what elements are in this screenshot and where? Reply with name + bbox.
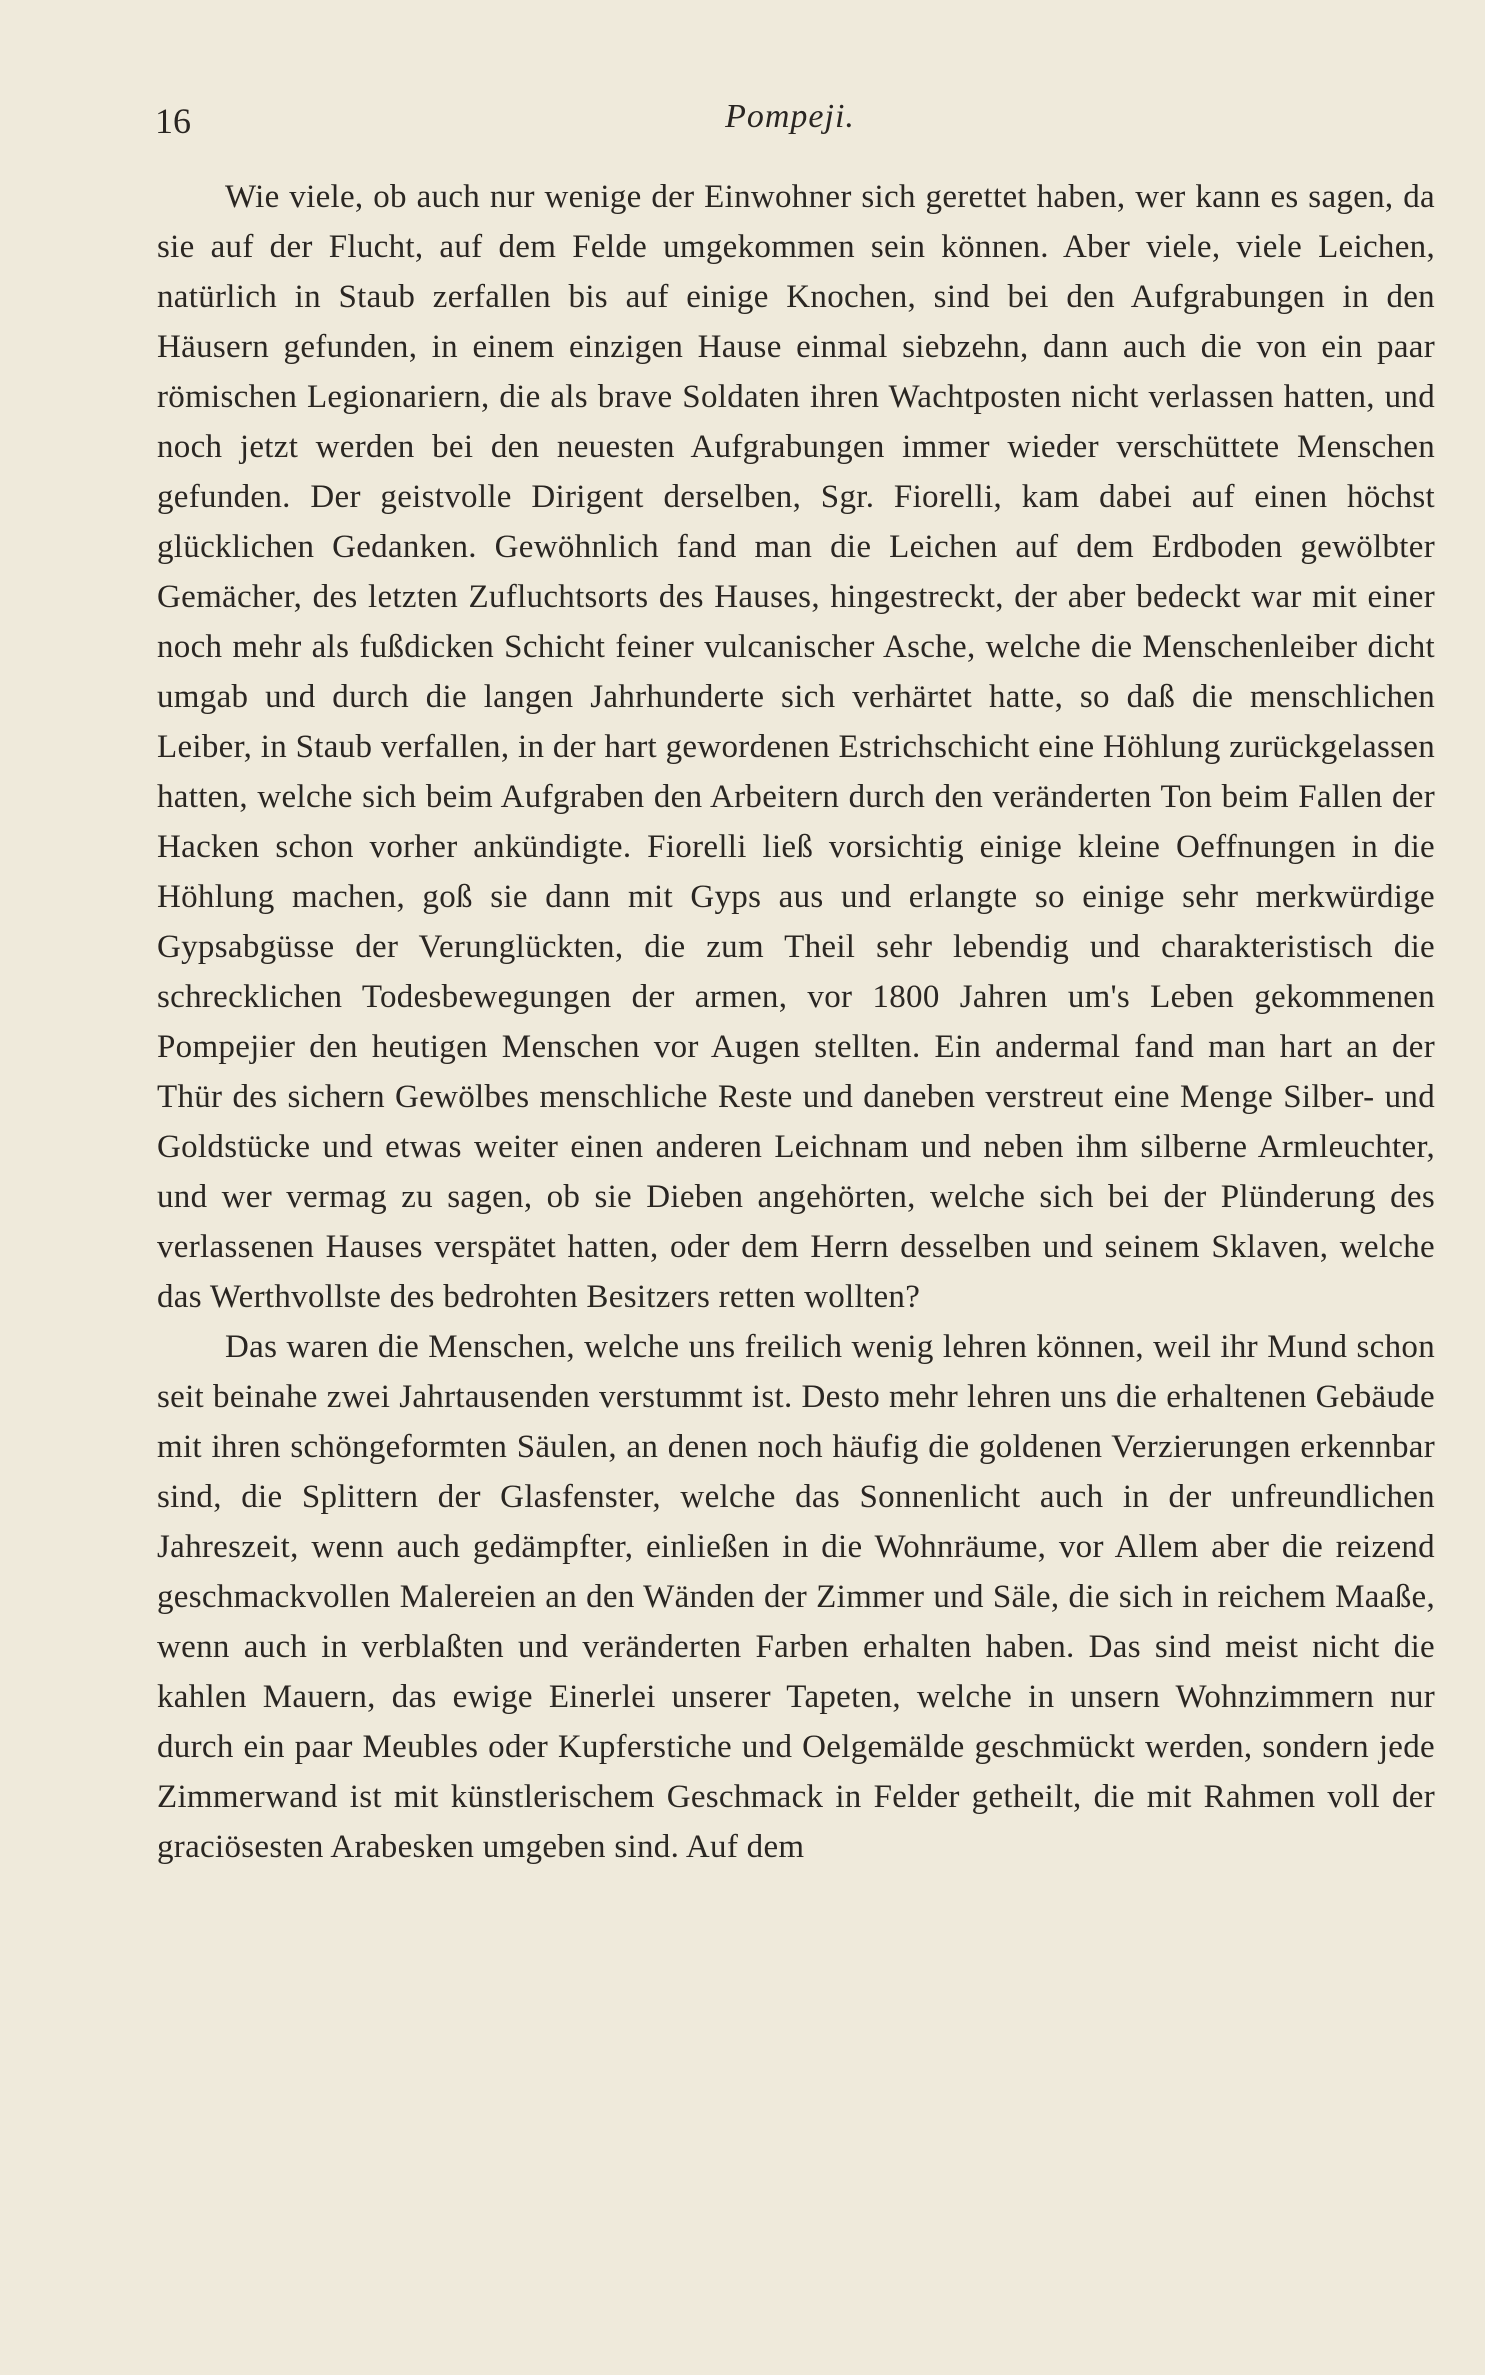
body-text [157,172,1435,1872]
page-number: 16 [155,101,191,141]
page-header [155,92,1425,152]
paragraph: Das waren die Menschen, welche uns freilich wenig lehren können, weil ihr Mund schon seit beinahe zwei Jahrtausenden verstummt ist. Desto mehr lehren uns die erhaltenen Gebäude mit ihren schöngeformten Säulen, an denen noch häufig die goldenen Verzierungen erkennbar sind, die Splittern der Glasfenster, welche das Sonnenlicht auch in der unfreundlichen Jahreszeit, wenn auch gedämpfter, einließen in die Wohnräume, vor Allem aber die reizend geschmackvollen Malereien an den Wänden der Zimmer und Säle, die sich in reichem Maaße, wenn auch in verblaßten und veränderten Farben erhalten haben. Das sind meist nicht die kahlen Mauern, das ewige Einerlei unserer Tapeten, welche in unsern Wohnzimmern nur durch ein paar Meubles oder Kupferstiche und Oelgemälde geschmückt werden, sondern jede Zimmerwand ist mit künstlerischem Geschmack in Felder getheilt, die mit Rahmen voll der graciösesten Arabesken umgeben sind. Auf dem [157,1329,1435,1865]
running-title: Pompeji. [725,98,855,135]
paragraph: Wie viele, ob auch nur wenige der Einwohner sich gerettet haben, wer kann es sagen, da sie auf der Flucht, auf dem Felde umgekommen sein können. Aber viele, viele Leichen, natürlich in Staub zerfallen bis auf einige Knochen, sind bei den Aufgrabungen in den Häusern gefunden, in einem einzigen Hause einmal siebzehn, dann auch die von ein paar römischen Legionariern, die als brave Soldaten ihren Wachtposten nicht verlassen hatten, und noch jetzt werden bei den neuesten Aufgrabungen immer wieder verschüttete Menschen gefunden. Der geistvolle Dirigent derselben, Sgr. Fiorelli, kam dabei auf einen höchst glücklichen Gedanken. Gewöhnlich fand man die Leichen auf dem Erdboden gewölbter Gemächer, des letzten Zufluchtsorts des Hauses, hingestreckt, der aber bedeckt war mit einer noch mehr als fußdicken Schicht feiner vulcanischer Asche, welche die Menschenleiber dicht umgab und durch die langen Jahrhunderte sich verhärtet hatte, so daß die menschlichen Leiber, in Staub verfallen, in der hart gewordenen Estrichschicht eine Höhlung zurückgelassen hatten, welche sich beim Aufgraben den Arbeitern durch den veränderten Ton beim Fallen der Hacken schon vorher ankündigte. Fiorelli ließ vorsichtig einige kleine Oeffnungen in die Höhlung machen, goß sie dann mit Gyps aus und erlangte so einige sehr merkwürdige Gypsabgüsse der Verunglückten, die zum Theil sehr lebendig und charakteristisch die schrecklichen Todesbewegungen der armen, vor 1800 Jahren um's Leben gekommenen Pompejier den heutigen Menschen vor Augen stellten. Ein andermal fand man hart an der Thür des sichern Gewölbes menschliche Reste und daneben verstreut eine Menge Silber- und Goldstücke und etwas weiter einen anderen Leichnam und neben ihm silberne Armleuchter, und wer vermag zu sagen, ob sie Dieben angehörten, welche sich bei der Plünderung des verlassenen Hauses verspätet hatten, oder dem Herrn desselben und seinem Sklaven, welche das Werthvollste des bedrohten Besitzers retten wollten? [157,179,1435,1315]
